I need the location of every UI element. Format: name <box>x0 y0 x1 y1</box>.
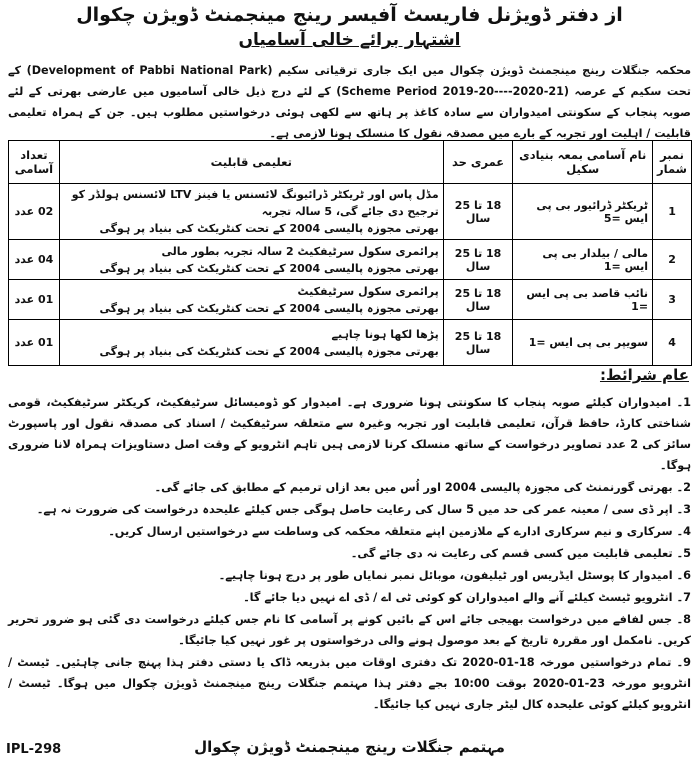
row-no: 3 <box>653 280 692 320</box>
row-post: ٹریکٹر ڈرائیور بی پی ایس =5 <box>513 184 653 240</box>
condition-item: 7۔ انٹرویو ٹیسٹ کیلئے آنے والے امیدواران کو کوئی ٹی اے / ڈی اے نہیں دیا جائے گا۔ <box>243 591 691 604</box>
table-row <box>9 320 692 366</box>
qualification-main: مڈل پاس اور ٹریکٹر ڈرائیونگ لائسنس یا فینز LTV لائسنس ہولڈر کو ترجیح دی جائے گی، 5 سالہ تجربہ <box>71 188 439 218</box>
condition-item: 8۔ جس لفافے میں درخواست بھیجی جائے اس کے بائیں کونے پر آسامی کا نام جس کیلئے درخواست دی گئی ہو ضرور تحریر کریں۔ نامکمل اور مقررہ تاریخ کے بعد موصول ہونے والی درخواستوں پر غور نہیں کیا جائیگا۔ <box>8 613 691 647</box>
condition-item: 1۔ امیدواران کیلئے صوبہ پنجاب کا سکونتی ہونا ضروری ہے۔ امیدوار کو ڈومیسائل سرٹیفکیٹ، کریکٹر سرٹیفکیٹ، قومی شناختی کارڈ، حافظ قرآن، تعلیمی قابلیت اور تجربہ وغیرہ سے متعلقہ سرٹیفکیٹ / اسناد کی مصدقہ نقول اور پاسپورٹ سائز کی 2 عدد تصاویر درخواست کے ساتھ منسلک کرنا لازمی ہیں تاہم انٹرویو کے وقت اصل دستاویزات ہمراہ لانا ضروری ہوگا۔ <box>8 396 691 472</box>
qualification-policy: بھرتی مجوزہ پالیسی 2004 کے تحت کنٹریکٹ کی بنیاد پر ہوگی <box>99 222 439 235</box>
intro-part3: کے لئے درج ذیل خالی آسامیوں میں عارضی بھرتی کے لئے صوبہ پنجاب کے سکونتی امیدواران سے سادہ کاغذ پر ہاتھ سے لکھی ہوئی درخواستیں مطلوب ہیں۔ جن کے ہمراہ تعلیمی قابلیت / اہلیت اور تجربہ کے بارے میں مصدقہ نقول کا منسلک ہونا لازمی ہے۔ <box>8 85 691 140</box>
table-row <box>9 280 692 320</box>
row-qualification <box>59 184 443 240</box>
table-header-row <box>9 141 692 184</box>
vacancies-table <box>8 140 692 366</box>
condition-item: 6۔ امیدوار کا پوسٹل ایڈریس اور ٹیلیفون، موبائل نمبر نمایاں طور پر درج ہونا چاہیے۔ <box>218 569 691 582</box>
project-name: (Development of Pabbi National Park) <box>26 64 273 77</box>
ad-title: اشتہار برائے خالی آسامیاں <box>238 30 461 50</box>
row-post: سویپر بی پی ایس =1 <box>513 320 653 366</box>
qualification-policy: بھرتی مجوزہ پالیسی 2004 کے تحت کنٹریکٹ کی بنیاد پر ہوگی <box>99 301 439 315</box>
row-age: 18 تا 25 سال <box>443 320 513 366</box>
signatory: مہتمم جنگلات رینج مینجمنٹ ڈویژن چکوال <box>194 738 505 756</box>
row-no: 4 <box>653 320 692 366</box>
row-qualification <box>59 240 443 280</box>
row-count: 02 عدد <box>9 184 60 240</box>
ipl-number: IPL-298 <box>6 742 62 757</box>
header-post: نام آسامی بمعہ بنیادی سکیل <box>513 141 653 184</box>
condition-item: 5۔ تعلیمی قابلیت میں کسی قسم کی رعایت نہ دی جائے گی۔ <box>350 547 691 560</box>
intro-paragraph <box>8 60 691 144</box>
header <box>0 2 699 52</box>
row-count: 01 عدد <box>9 280 60 320</box>
qualification-main: پرائمری سکول سرٹیفکیٹ 2 سالہ تجربہ بطور مالی <box>161 244 439 258</box>
condition-item: 9۔ تمام درخواستیں مورخہ 18-01-2020 تک دفتری اوقات میں بذریعہ ڈاک یا دستی دفتر ہذا پہنچ جانی چاہئیں۔ ٹیسٹ / انٹرویو مورخہ 23-01-2020 بوقت 10:00 بجے دفتر ہذا مہتمم جنگلات رینج مینجمنٹ ڈویژن چکوال میں ہوگا۔ ٹیسٹ / انٹرویو کیلئے کوئی علیحدہ کال لیٹر جاری نہیں کیا جائیگا۔ <box>8 656 691 711</box>
conditions-list <box>8 392 691 716</box>
conditions-title: عام شرائط: <box>599 366 689 384</box>
row-post: نائب قاصد بی پی ایس =1 <box>513 280 653 320</box>
qualification-main: پڑھا لکھا ہونا چاہیے <box>331 327 439 341</box>
row-count: 01 عدد <box>9 320 60 366</box>
row-post: مالی / بیلدار بی پی ایس =1 <box>513 240 653 280</box>
row-qualification <box>59 320 443 366</box>
qualification-policy: بھرتی مجوزہ پالیسی 2004 کے تحت کنٹریکٹ کی بنیاد پر ہوگی <box>99 344 439 358</box>
intro-part2: کے تحت سکیم کے عرصہ <box>8 64 691 98</box>
office-title: از دفتر ڈویژنل فاریسٹ آفیسر رینج مینجمنٹ ڈویژن چکوال <box>76 4 623 26</box>
table-row <box>9 184 692 240</box>
intro-part1: محکمہ جنگلات رینج مینجمنٹ ڈویژن چکوال میں ایک جاری ترقیاتی سکیم <box>278 64 691 77</box>
row-age: 18 تا 25 سال <box>443 184 513 240</box>
row-qualification <box>59 280 443 320</box>
header-qualification: تعلیمی قابلیت <box>59 141 443 184</box>
header-no: نمبر شمار <box>653 141 692 184</box>
condition-item: 3۔ اپر ڈی سی / معینہ عمر کی حد میں 5 سال کی رعایت حاصل ہوگی جس کیلئے علیحدہ درخواست کی ضرورت نہ ہے۔ <box>36 503 691 516</box>
condition-item: 2۔ بھرتی گورنمنٹ کی مجوزہ پالیسی 2004 اور اُس میں بعد ازاں ترمیم کے مطابق کی جائے گی۔ <box>154 481 691 494</box>
row-no: 2 <box>653 240 692 280</box>
header-age: عمری حد <box>443 141 513 184</box>
row-count: 04 عدد <box>9 240 60 280</box>
row-age: 18 تا 25 سال <box>443 280 513 320</box>
header-count: تعداد آسامی <box>9 141 60 184</box>
row-age: 18 تا 25 سال <box>443 240 513 280</box>
scheme-period: (Scheme Period 2019-20----2020-21) <box>336 85 570 98</box>
qualification-main: پرائمری سکول سرٹیفکیٹ <box>297 284 439 298</box>
qualification-policy: بھرتی مجوزہ پالیسی 2004 کے تحت کنٹریکٹ کی بنیاد پر ہوگی <box>99 261 439 275</box>
condition-item: 4۔ سرکاری و نیم سرکاری ادارے کے ملازمین اپنے متعلقہ محکمہ کی وساطت سے درخواستیں ارسال کریں۔ <box>108 525 691 538</box>
row-no: 1 <box>653 184 692 240</box>
table-row <box>9 240 692 280</box>
